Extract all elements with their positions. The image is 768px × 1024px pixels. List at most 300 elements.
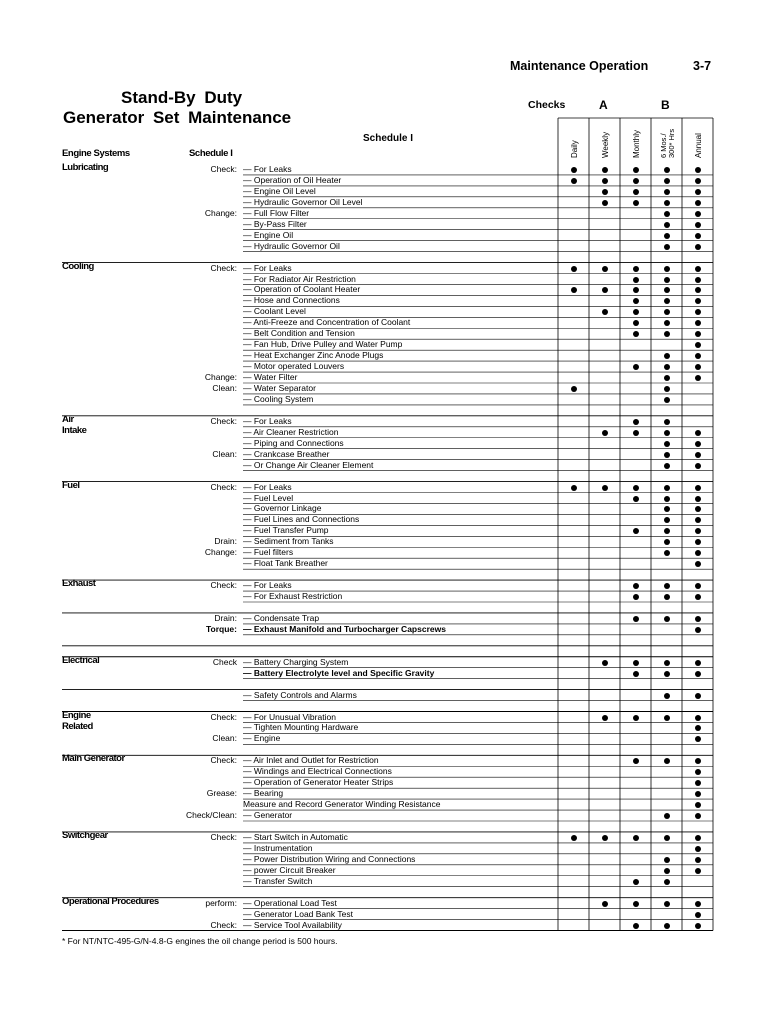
schedule-dot (602, 660, 608, 666)
schedule-dot (664, 594, 670, 600)
item-label: — For Exhaust Restriction (243, 591, 343, 602)
action-label: Check/Clean: (185, 810, 237, 821)
item-label: — Belt Condition and Tension (243, 328, 355, 339)
system-label: Switchgear (62, 829, 108, 841)
schedule-dot (695, 846, 701, 852)
checks-label: Checks (528, 99, 566, 111)
item-label: — For Unusual Vibration (243, 711, 336, 722)
schedule-dot (633, 528, 639, 534)
schedule-dot (695, 430, 701, 436)
system-label: Lubricating (62, 162, 109, 173)
schedule-dot (633, 835, 639, 841)
schedule-dot (664, 298, 670, 304)
schedule-dot (633, 715, 639, 721)
schedule-dot (695, 835, 701, 841)
schedule-dot (633, 200, 639, 206)
interval-header: Daily (569, 140, 579, 158)
schedule-dot (664, 539, 670, 545)
table-row (0, 186, 768, 197)
item-label: — Safety Controls and Alarms (243, 689, 357, 700)
schedule-dot (664, 364, 670, 370)
schedule-dot (633, 594, 639, 600)
schedule-dot (695, 266, 701, 272)
schedule-dot (571, 266, 577, 272)
schedule-dot (633, 758, 639, 764)
item-label: — Full Flow Filter (243, 207, 310, 218)
table-row (0, 208, 768, 219)
item-label: — By-Pass Filter (243, 218, 307, 229)
table-row (0, 788, 768, 799)
schedule-dot (695, 222, 701, 228)
action-label: Check: (210, 831, 237, 842)
schedule-dot (602, 485, 608, 491)
schedule-dot (695, 616, 701, 622)
schedule-dot (633, 583, 639, 589)
schedule-dot (695, 441, 701, 447)
schedule-dot (602, 287, 608, 293)
interval-header: Annual (693, 133, 703, 158)
table-row (0, 690, 768, 701)
table-row (0, 624, 768, 635)
table-row (0, 449, 768, 460)
item-label: — Fuel Level (243, 492, 294, 503)
schedule-dot (664, 616, 670, 622)
schedule-dot (633, 485, 639, 491)
item-label: — Windings and Electrical Connections (243, 766, 392, 777)
schedule-dot (664, 813, 670, 819)
item-label: — Hydraulic Governor Oil (243, 240, 340, 251)
schedule-dot (571, 167, 577, 173)
table-row (0, 164, 768, 175)
table-row (0, 219, 768, 230)
item-label: — Battery Charging System (243, 656, 349, 667)
schedule-dot (571, 485, 577, 491)
schedule-dot (695, 277, 701, 283)
schedule-dot (602, 309, 608, 315)
action-label: Check (212, 656, 237, 667)
table-row (0, 328, 768, 339)
action-label: Change: (204, 207, 237, 218)
table-row (0, 854, 768, 865)
item-label: — Piping and Connections (243, 437, 344, 448)
schedule-dot (695, 375, 701, 381)
schedule-dot (695, 364, 701, 370)
action-label: Check: (210, 919, 237, 930)
item-label: — Air Cleaner Restriction (243, 426, 339, 437)
schedule-dot (602, 200, 608, 206)
schedule-dot (602, 266, 608, 272)
item-label: — Tighten Mounting Hardware (243, 722, 359, 733)
item-label: — Engine (243, 733, 281, 744)
schedule-dot (695, 627, 701, 633)
schedule-dot (695, 550, 701, 556)
schedule-dot (695, 233, 701, 239)
schedule-dot (633, 178, 639, 184)
system-label: Operational Procedures (62, 895, 159, 907)
table-row (0, 591, 768, 602)
schedule-dot (664, 309, 670, 315)
section-title: Maintenance Operation (510, 59, 649, 73)
schedule-dot (633, 671, 639, 677)
item-label: — Heat Exchanger Zinc Anode Plugs (243, 350, 384, 361)
table-row (0, 547, 768, 558)
item-label: — Service Tool Availability (243, 919, 342, 930)
schedule-dot (695, 309, 701, 315)
item-label: — Bearing (243, 788, 284, 799)
table-row (0, 260, 768, 274)
table-row (0, 479, 768, 493)
schedule-dot (664, 693, 670, 699)
item-label: — Fuel Transfer Pump (243, 525, 329, 536)
system-label: Engine Related (62, 709, 93, 732)
table-row (0, 394, 768, 405)
action-label: Check: (210, 164, 237, 174)
system-label: Fuel (62, 479, 80, 491)
schedule-dot (664, 485, 670, 491)
schedule-dot (695, 189, 701, 195)
item-label: — For Radiator Air Restriction (243, 273, 356, 284)
table-row (0, 920, 768, 931)
schedule-dot (695, 200, 701, 206)
group-b-label: B (661, 98, 670, 112)
table-row (0, 295, 768, 306)
action-label: Change: (204, 372, 237, 383)
schedule-dot (664, 222, 670, 228)
schedule-dot (695, 901, 701, 907)
schedule-dot (695, 791, 701, 797)
schedule-dot (633, 277, 639, 283)
schedule-dot (664, 277, 670, 283)
page-title-line1: Stand-By Duty (121, 88, 243, 107)
action-label: Drain: (214, 612, 237, 623)
table-row (0, 241, 768, 252)
schedule-dot (664, 528, 670, 534)
item-label: — Engine Oil (243, 229, 294, 240)
schedule-dot (664, 266, 670, 272)
interval-header: Monthly (631, 129, 641, 158)
schedule-dot (664, 320, 670, 326)
schedule-dot (633, 901, 639, 907)
table-row (0, 810, 768, 821)
schedule-dot (695, 506, 701, 512)
schedule-dot (664, 583, 670, 589)
table-row (0, 654, 768, 668)
table-row (0, 438, 768, 449)
table-row (0, 895, 768, 909)
item-label: — Instrumentation (243, 842, 313, 853)
item-label: — Or Change Air Cleaner Element (243, 459, 374, 470)
item-label: — Float Tank Breather (243, 558, 328, 569)
item-label: — Engine Oil Level (243, 185, 316, 196)
schedule-dot (695, 758, 701, 764)
table-row (0, 284, 768, 295)
schedule-header: Schedule I (189, 148, 233, 159)
schedule-dot (633, 167, 639, 173)
item-label: — Motor operated Louvers (243, 361, 345, 372)
schedule-dot (633, 189, 639, 195)
table-row (0, 829, 768, 843)
item-label: — Start Switch in Automatic (243, 831, 348, 842)
table-row (0, 909, 768, 920)
item-label: — power Circuit Breaker (243, 864, 336, 875)
schedule-dot (664, 430, 670, 436)
schedule-dot (602, 178, 608, 184)
schedule-dot (695, 857, 701, 863)
table-row (0, 668, 768, 679)
schedule-dot (695, 725, 701, 731)
table-row (0, 536, 768, 547)
engine-systems-header: Engine Systems (62, 148, 130, 159)
schedule-dot (695, 287, 701, 293)
item-label: — For Leaks (243, 481, 292, 492)
schedule-dot (664, 211, 670, 217)
schedule-dot (695, 244, 701, 250)
schedule-dot (602, 167, 608, 173)
table-row (0, 558, 768, 569)
action-label: Check: (210, 580, 237, 591)
action-label: Torque: (205, 623, 237, 634)
system-label: Air Intake (62, 413, 87, 436)
table-row (0, 383, 768, 394)
item-label: — Fuel Lines and Connections (243, 514, 360, 525)
footnote: * For NT/NTC-495-G/N-4.8-G engines the oil change period is 500 hours. (62, 936, 338, 946)
item-label: — Operation of Coolant Heater (243, 284, 361, 295)
table-row (0, 876, 768, 887)
schedule-dot (664, 452, 670, 458)
schedule-dot (695, 671, 701, 677)
schedule-dot (633, 309, 639, 315)
table-row (0, 799, 768, 810)
item-label: — Generator Load Bank Test (243, 908, 353, 919)
schedule-dot (664, 671, 670, 677)
table-row (0, 525, 768, 536)
item-label: — Fan Hub, Drive Pulley and Water Pump (243, 339, 403, 350)
item-label: — Water Filter (243, 372, 298, 383)
system-label: Exhaust (62, 578, 96, 590)
interval-header: Weekly (600, 131, 610, 158)
schedule-dot (664, 375, 670, 381)
schedule-dot (664, 200, 670, 206)
table-row (0, 460, 768, 471)
table-row (0, 493, 768, 504)
table-row (0, 755, 768, 766)
schedule-label: Schedule I (363, 133, 414, 144)
schedule-dot (633, 616, 639, 622)
schedule-dot (664, 189, 670, 195)
table-row (0, 722, 768, 733)
action-label: Clean: (212, 448, 237, 459)
schedule-dot (695, 211, 701, 217)
schedule-dot (664, 287, 670, 293)
schedule-dot (664, 550, 670, 556)
item-label: — For Leaks (243, 262, 292, 273)
item-label: Measure and Record Generator Winding Resistance (243, 799, 441, 810)
schedule-dot (695, 528, 701, 534)
schedule-dot (695, 813, 701, 819)
schedule-dot (602, 901, 608, 907)
table-row (0, 317, 768, 328)
schedule-dot (633, 364, 639, 370)
schedule-dot (571, 835, 577, 841)
schedule-dot (695, 660, 701, 666)
schedule-dot (695, 912, 701, 918)
item-label: — Hydraulic Governor Oil Level (243, 196, 363, 207)
table-row (0, 230, 768, 241)
schedule-dot (695, 298, 701, 304)
item-label: — Operation of Generator Heater Strips (243, 777, 394, 788)
schedule-dot (664, 441, 670, 447)
schedule-dot (664, 660, 670, 666)
item-label: — Condensate Trap (243, 612, 320, 623)
schedule-dot (664, 178, 670, 184)
interval-header: 6 Mos./ 300* Hrs (658, 128, 676, 158)
table-row (0, 503, 768, 514)
schedule-dot (664, 496, 670, 502)
action-label: Check: (210, 481, 237, 492)
table-row (0, 613, 768, 624)
item-label: — Cooling System (243, 393, 314, 404)
schedule-dot (695, 320, 701, 326)
schedule-dot (664, 517, 670, 523)
item-label: — Anti-Freeze and Concentration of Coolant (243, 317, 411, 328)
schedule-dot (633, 320, 639, 326)
table-row (0, 865, 768, 876)
schedule-dot (571, 287, 577, 293)
table-row (0, 175, 768, 186)
schedule-dot (695, 769, 701, 775)
schedule-dot (571, 178, 577, 184)
table-row (0, 580, 768, 591)
table-row (0, 843, 768, 854)
schedule-dot (664, 386, 670, 392)
item-label: — Operation of Oil Heater (243, 174, 342, 185)
schedule-dot (695, 452, 701, 458)
action-label: Check: (210, 262, 237, 273)
table-row (0, 372, 768, 383)
schedule-dot (633, 660, 639, 666)
schedule-dot (695, 485, 701, 491)
item-label: — Exhaust Manifold and Turbocharger Capscrews (243, 623, 446, 634)
schedule-dot (602, 835, 608, 841)
table-row (0, 197, 768, 208)
schedule-dot (633, 266, 639, 272)
item-label: — Power Distribution Wiring and Connections (243, 853, 416, 864)
schedule-dot (695, 780, 701, 786)
action-label: Grease: (206, 788, 237, 799)
table-row (0, 733, 768, 744)
schedule-dot (633, 430, 639, 436)
schedule-dot (695, 923, 701, 929)
table-row (0, 514, 768, 525)
item-label: — Transfer Switch (243, 875, 313, 886)
schedule-dot (664, 233, 670, 239)
system-label: Cooling (62, 260, 94, 272)
action-label: Change: (204, 547, 237, 558)
schedule-dot (664, 463, 670, 469)
schedule-dot (695, 715, 701, 721)
schedule-dot (664, 758, 670, 764)
schedule-dot (633, 496, 639, 502)
schedule-dot (695, 868, 701, 874)
action-label: perform: (205, 897, 237, 908)
system-label: Electrical (62, 654, 100, 666)
item-label: — Governor Linkage (243, 503, 322, 514)
schedule-dot (695, 167, 701, 173)
schedule-dot (602, 189, 608, 195)
schedule-dot (695, 353, 701, 359)
schedule-dot (633, 298, 639, 304)
schedule-dot (695, 583, 701, 589)
table-row (0, 339, 768, 350)
action-label: Check: (210, 711, 237, 722)
schedule-dot (695, 539, 701, 545)
schedule-dot (695, 802, 701, 808)
schedule-dot (664, 167, 670, 173)
schedule-dot (695, 331, 701, 337)
item-label: — Water Separator (243, 383, 316, 393)
item-label: — For Leaks (243, 415, 292, 426)
schedule-dot (664, 419, 670, 425)
schedule-dot (633, 419, 639, 425)
group-a-label: A (599, 98, 608, 112)
item-label: — For Leaks (243, 164, 292, 174)
schedule-dot (695, 561, 701, 567)
item-label: — Operational Load Test (243, 897, 337, 908)
schedule-dot (664, 244, 670, 250)
schedule-dot (571, 386, 577, 392)
table-row (0, 777, 768, 788)
item-label: — Battery Electrolyte level and Specific Gravity (243, 667, 435, 678)
item-label: — For Leaks (243, 580, 292, 591)
item-label: — Generator (243, 810, 293, 821)
item-label: — Hose and Connections (243, 295, 340, 306)
schedule-dot (602, 715, 608, 721)
table-row (0, 361, 768, 372)
schedule-dot (695, 342, 701, 348)
schedule-dot (633, 923, 639, 929)
schedule-dot (633, 331, 639, 337)
schedule-dot (664, 868, 670, 874)
schedule-dot (633, 879, 639, 885)
item-label: — Sediment from Tanks (243, 536, 334, 547)
table-row (0, 306, 768, 317)
schedule-dot (695, 178, 701, 184)
schedule-dot (664, 857, 670, 863)
item-label: — Coolant Level (243, 306, 306, 317)
table-row (0, 427, 768, 438)
schedule-dot (695, 736, 701, 742)
action-label: Check: (210, 415, 237, 426)
item-label: — Crankcase Breather (243, 448, 330, 459)
schedule-dot (695, 496, 701, 502)
schedule-dot (664, 901, 670, 907)
action-label: Check: (210, 755, 237, 766)
schedule-dot (664, 879, 670, 885)
schedule-dot (602, 430, 608, 436)
schedule-dot (664, 506, 670, 512)
item-label: — Fuel filters (243, 547, 294, 558)
schedule-dot (664, 353, 670, 359)
schedule-dot (695, 463, 701, 469)
action-label: Drain: (214, 536, 237, 547)
table-row (0, 274, 768, 285)
schedule-dot (664, 715, 670, 721)
page-title-line2: Generator Set Maintenance (63, 108, 292, 127)
schedule-dot (695, 517, 701, 523)
schedule-dot (695, 594, 701, 600)
schedule-dot (633, 287, 639, 293)
schedule-dot (664, 331, 670, 337)
